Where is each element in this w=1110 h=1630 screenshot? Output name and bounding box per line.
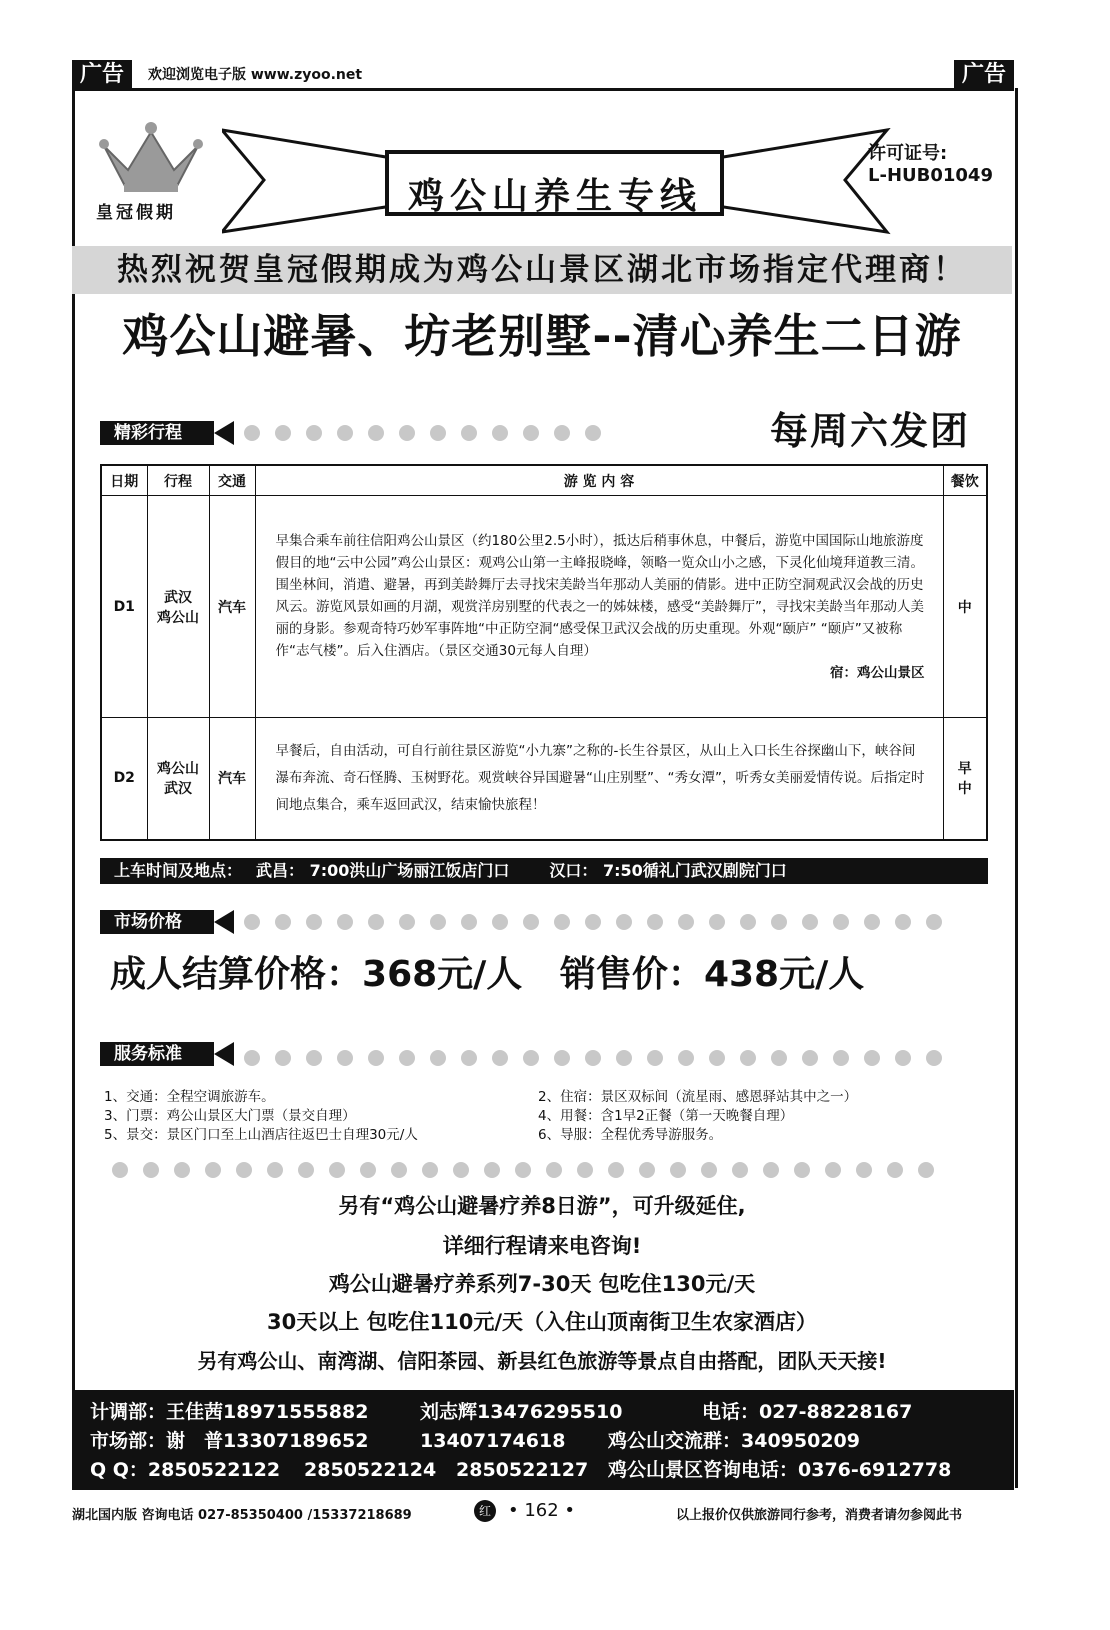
pickup-bar (100, 858, 988, 884)
meals-cell (943, 718, 987, 840)
route-line: 鸡公山 (157, 761, 199, 778)
service-section-label: 服务标准 (100, 1042, 214, 1066)
promo-line: 详细行程请来电咨询! (442, 1234, 642, 1258)
service-list-left (104, 1088, 418, 1145)
route-cell (147, 496, 209, 718)
meal-line: 早 (957, 761, 972, 778)
stay-text: 宿：鸡公山景区 (830, 664, 925, 681)
retail-price: 438元/人 (703, 954, 865, 995)
header-date: 日期 (101, 465, 147, 496)
contact-item: 2850522127 (456, 1459, 589, 1481)
contact-item: 13407174618 (420, 1430, 566, 1452)
contact-item: 计调部：王佳茜18971555882 (90, 1401, 369, 1423)
page-title: 鸡公山避暑、坊老别墅--清心养生二日游 (122, 309, 962, 363)
table-row (101, 496, 987, 718)
site-text[interactable]: 欢迎浏览电子版 www.zyoo.net (148, 67, 363, 83)
contact-item: 鸡公山景区咨询电话：0376-6912778 (608, 1459, 952, 1481)
ad-label-right: 广告 (954, 60, 1014, 90)
transport-cell: 汽车 (209, 496, 255, 718)
decorative-dots (112, 1162, 934, 1178)
list-item: 3、门票：鸡公山景区大门票（景交自理） (104, 1108, 356, 1124)
content-cell (255, 718, 943, 840)
day-cell: D2 (101, 718, 147, 840)
promo-line: 30天以上 包吃住110元/天（入住山顶南街卫生农家酒店） (266, 1310, 818, 1334)
list-item: 1、交通：全程空调旅游车。 (104, 1089, 275, 1105)
table-row (101, 718, 987, 840)
banner-title: 鸡公山养生专线 (407, 175, 702, 217)
route-line: 鸡公山 (157, 609, 199, 626)
page-number: • 162 • (508, 1500, 576, 1521)
contact-item: 电话：027-88228167 (702, 1401, 913, 1423)
header-route: 行程 (147, 465, 209, 496)
contact-item: 2850522124 (304, 1459, 437, 1481)
list-item: 5、景交：景区门口至上山酒店往返巴士自理30元/人 (104, 1127, 418, 1143)
license-label: 许可证号: (868, 143, 948, 164)
brand-name: 皇冠假期 (96, 203, 176, 223)
day-cell: D1 (101, 496, 147, 718)
contact-block (72, 1390, 1014, 1490)
congrats-banner: 热烈祝贺皇冠假期成为鸡公山景区湖北市场指定代理商！ (72, 246, 1012, 294)
footer-right: 以上报价仅供旅游同行参考，消费者请勿参阅此书 (676, 1508, 963, 1523)
route-line: 武汉 (164, 589, 192, 606)
edition-badge: 红 (474, 1500, 496, 1522)
adult-price-label: 成人结算价格： (110, 954, 363, 995)
meals-cell: 中 (943, 496, 987, 718)
header-meals: 餐饮 (943, 465, 987, 496)
footer-left: 湖北国内版 咨询电话 027-85350400 /15337218689 (72, 1508, 412, 1523)
ad-label-left: 广告 (72, 60, 132, 90)
itinerary-section-label: 精彩行程 (100, 421, 214, 445)
crown-logo-icon (96, 118, 206, 196)
decorative-dots (244, 425, 601, 441)
contact-item: 鸡公山交流群：340950209 (608, 1430, 860, 1452)
content-cell (255, 496, 943, 718)
content-text: 早集合乘车前往信阳鸡公山景区（约180公里2.5小时），抵达后稍事休息，中餐后，游览中国国际山地旅游度假目的地“云中公园”鸡公山景区：观鸡公山第一主峰报晓峰，领略一览众山小之感，下灵化仙境拜道教三清。围坐林间，消遣、避暑，再到美龄舞厅去寻找宋美龄当年那动人美丽的倩影。进中正防空洞观武汉会战的历史风云。游览风景如画的月湖，观赏洋房别墅的代表之一的姊妹楼，感受“美龄舞厅”，寻找宋美龄当年那动人美丽的身影。参观奇特巧妙军事阵地“中正防空洞“感受保卫武汉会战的历史重现。外观“颐庐” “颐庐”又被称作“志气楼”。后入住酒店。（景区交通30元每人自理） (275, 532, 924, 659)
contact-row (72, 1427, 1014, 1456)
itinerary-table (100, 464, 988, 841)
list-item: 4、用餐：含1早2正餐（第一天晚餐自理） (538, 1108, 794, 1124)
contact-item: Q Q：2850522122 (90, 1459, 281, 1481)
contact-item: 市场部：谢 普13307189652 (90, 1430, 369, 1452)
contact-row (72, 1456, 1014, 1485)
meal-line: 中 (957, 781, 972, 798)
service-list-right (538, 1088, 857, 1145)
transport-cell: 汽车 (209, 718, 255, 840)
pickup-label: 上车时间及地点： (114, 861, 243, 880)
header-content: 游 览 内 容 (255, 465, 943, 496)
retail-price-label: 销售价： (559, 954, 704, 995)
decorative-dots (244, 914, 942, 930)
contact-item: 刘志辉13476295510 (420, 1401, 623, 1423)
decorative-dots (244, 1050, 942, 1066)
promo-line: 另有鸡公山、南湾湖、信阳茶园、新县红色旅游等景点自由搭配，团队天天接! (197, 1349, 887, 1373)
price-line (110, 946, 864, 997)
table-header-row (101, 465, 987, 496)
pickup-hankou: 汉口： 7:50循礼门武汉剧院门口 (549, 861, 787, 880)
license-number: L-HUB01049 (868, 165, 993, 186)
content-text: 早餐后，自由活动，可自行前往景区游览“小九寨”之称的-长生谷景区，从山上入口长生谷探幽山下，峡谷间瀑布奔流、奇石怪腾、玉树野花。观赏峡谷异国避暑“山庄别墅”、“秀女潭”，听秀女美丽爱情传说。后指定时间地点集合，乘车返回武汉，结束愉快旅程！ (275, 742, 925, 813)
promo-line: 另有“鸡公山避暑疗养8日游”，可升级延住, (338, 1194, 746, 1218)
license-info (868, 143, 993, 187)
promo-line: 鸡公山避暑疗养系列7-30天 包吃住130元/天 (328, 1272, 756, 1296)
price-section-label: 市场价格 (100, 910, 214, 934)
departure-note: 每周六发团 (770, 409, 971, 453)
contact-row (72, 1398, 1014, 1427)
header-transport: 交通 (209, 465, 255, 496)
list-item: 6、导服：全程优秀导游服务。 (538, 1127, 723, 1143)
route-cell (147, 718, 209, 840)
adult-price: 368元/人 (362, 954, 523, 995)
pickup-wuchang: 武昌： 7:00洪山广场丽江饭店门口 (256, 861, 510, 880)
list-item: 2、住宿：景区双标间（流星雨、感恩驿站其中之一） (538, 1089, 858, 1105)
route-line: 武汉 (164, 781, 192, 798)
